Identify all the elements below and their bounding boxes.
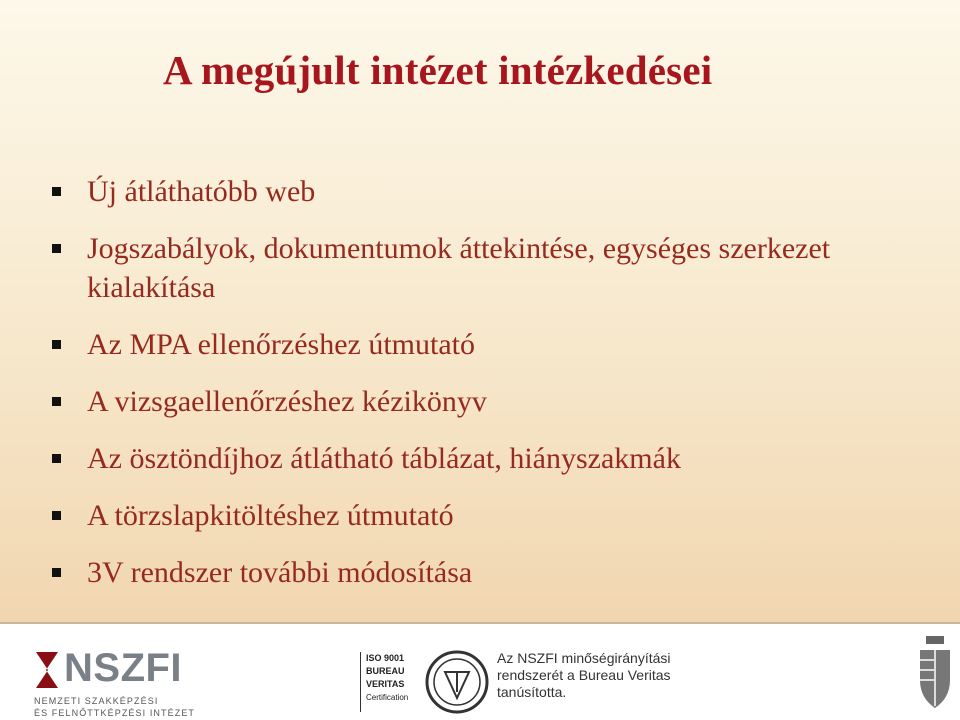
slide-title: A megújult intézet intézkedései	[163, 47, 713, 93]
square-bullet-icon	[52, 340, 61, 349]
bullet-text: Az ösztöndíjhoz átlátható táblázat, hiányszakmák	[87, 442, 681, 475]
cert-line-3: tanúsította.	[497, 684, 567, 700]
iso-standard: ISO 9001	[366, 653, 405, 663]
bullet-item	[50, 229, 930, 307]
footer-bar	[0, 622, 960, 720]
cert-line-1: Az NSZFI minőségirányítási	[497, 650, 671, 666]
bullet-item	[50, 325, 930, 364]
bullet-item	[50, 553, 930, 592]
footer-divider	[0, 622, 960, 624]
bullet-text: Az MPA ellenőrzéshez útmutató	[87, 328, 475, 361]
nszfi-mark-icon	[34, 648, 62, 688]
bullet-text: Jogszabályok, dokumentumok áttekintése, egységes szerkezet kialakítása	[87, 232, 831, 304]
iso-certification-label: Certification	[366, 693, 409, 702]
cert-line-2: rendszerét a Bureau Veritas	[497, 667, 671, 683]
square-bullet-icon	[52, 244, 61, 253]
bullet-text: Új átláthatóbb web	[87, 175, 316, 208]
bullet-item	[50, 496, 930, 535]
bullet-text: 3V rendszer további módosítása	[87, 556, 473, 589]
logo-subtitle-2: ÉS FELNŐTTKÉPZÉSI INTÉZET	[34, 708, 196, 718]
nszfi-logo	[34, 646, 196, 718]
bullet-item	[50, 439, 930, 478]
square-bullet-icon	[52, 511, 61, 520]
hungarian-coat-of-arms-icon	[916, 634, 954, 714]
logo-subtitle-1: NEMZETI SZAKKÉPZÉSI	[34, 696, 159, 706]
certification-statement	[497, 650, 671, 701]
square-bullet-icon	[52, 454, 61, 463]
bullet-item	[50, 382, 930, 421]
bullet-item	[50, 172, 930, 211]
square-bullet-icon	[52, 187, 61, 196]
bullet-text: A törzslapkitöltéshez útmutató	[87, 499, 454, 532]
iso-company: BUREAU VERITAS	[366, 666, 405, 689]
bureau-veritas-seal-icon	[425, 650, 489, 714]
iso-certification-block	[360, 652, 431, 712]
square-bullet-icon	[52, 397, 61, 406]
bullet-list	[50, 172, 930, 610]
bullet-text: A vizsgaellenőrzéshez kézikönyv	[87, 385, 487, 418]
logo-text: NSZFI	[64, 646, 183, 690]
square-bullet-icon	[52, 568, 61, 577]
